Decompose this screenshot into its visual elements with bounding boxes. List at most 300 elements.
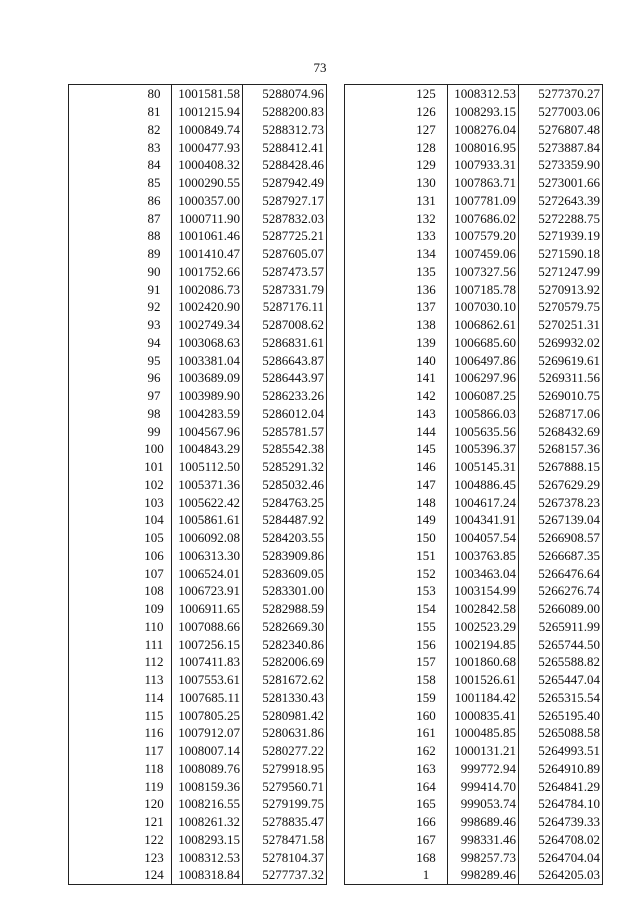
table-row (345, 706, 603, 724)
y-coordinate-cell: 5285291.32 (262, 459, 324, 475)
x-coordinate-cell: 1000835.41 (448, 706, 519, 724)
x-coordinate-cell: 1006524.01 (172, 564, 243, 582)
x-coordinate-cell: 998289.46 (448, 866, 519, 884)
point-number-cell: 1 (405, 866, 448, 884)
y-coordinate-cell: 5270579.75 (538, 299, 600, 315)
table-row (69, 316, 327, 334)
blank-cell (345, 156, 406, 174)
point-number-cell: 89 (137, 245, 172, 263)
y-coordinate-cell: 5281672.62 (262, 672, 324, 688)
point-number-cell: 97 (137, 387, 172, 405)
table-row (69, 547, 327, 565)
point-number-cell: 119 (137, 777, 172, 795)
y-coordinate-cell: 5266476.64 (538, 565, 600, 581)
blank-cell (69, 529, 138, 547)
y-coordinate-cell: 5270913.92 (538, 281, 600, 297)
y-coordinate-cell: 5287473.57 (262, 263, 324, 279)
table-row (69, 564, 327, 582)
blank-cell (69, 582, 138, 600)
x-coordinate-cell: 1006911.65 (172, 600, 243, 618)
table-row (345, 263, 603, 281)
y-coordinate-cell: 5284487.92 (262, 512, 324, 528)
blank-cell (345, 121, 406, 139)
table-row (69, 618, 327, 636)
blank-cell (69, 742, 138, 760)
table-row (345, 351, 603, 369)
y-coordinate-cell: 5278471.58 (262, 831, 324, 847)
table-row (345, 582, 603, 600)
blank-cell (69, 777, 138, 795)
point-number-cell: 148 (405, 493, 448, 511)
y-coordinate-cell: 5286643.87 (262, 352, 324, 368)
table-row (345, 547, 603, 565)
blank-cell (69, 547, 138, 565)
table-row (69, 280, 327, 298)
point-number-cell: 85 (137, 174, 172, 192)
point-number-cell: 132 (405, 209, 448, 227)
point-number-cell: 106 (137, 547, 172, 565)
y-coordinate-cell: 5287605.07 (262, 246, 324, 262)
point-number-cell: 80 (137, 85, 172, 103)
x-coordinate-cell: 1008216.55 (172, 795, 243, 813)
table-row (345, 174, 603, 192)
y-coordinate-cell: 5266908.57 (538, 530, 600, 546)
x-coordinate-cell: 1001526.61 (448, 671, 519, 689)
table-row (345, 85, 603, 103)
point-number-cell: 147 (405, 476, 448, 494)
point-number-cell: 153 (405, 582, 448, 600)
blank-cell (345, 227, 406, 245)
blank-cell (345, 422, 406, 440)
point-number-cell: 161 (405, 724, 448, 742)
point-number-cell: 83 (137, 138, 172, 156)
table-row (345, 600, 603, 618)
table-row (69, 476, 327, 494)
y-coordinate-cell: 5264784.10 (538, 796, 600, 812)
blank-cell (69, 831, 138, 849)
point-number-cell: 104 (137, 511, 172, 529)
point-number-cell: 150 (405, 529, 448, 547)
x-coordinate-cell: 1008293.15 (448, 103, 519, 121)
point-number-cell: 144 (405, 422, 448, 440)
blank-cell (345, 316, 406, 334)
table-row (69, 227, 327, 245)
point-number-cell: 142 (405, 387, 448, 405)
blank-cell (345, 263, 406, 281)
point-number-cell: 158 (405, 671, 448, 689)
blank-cell (345, 334, 406, 352)
table-row (69, 245, 327, 263)
blank-cell (69, 245, 138, 263)
point-number-cell: 91 (137, 280, 172, 298)
table-row (69, 635, 327, 653)
table-row (69, 511, 327, 529)
blank-cell (69, 209, 138, 227)
y-coordinate-cell: 5280631.86 (262, 725, 324, 741)
y-coordinate-cell: 5265447.04 (538, 672, 600, 688)
table-row (345, 209, 603, 227)
point-number-cell: 108 (137, 582, 172, 600)
x-coordinate-cell: 1005635.56 (448, 422, 519, 440)
blank-cell (345, 760, 406, 778)
point-number-cell: 160 (405, 706, 448, 724)
x-coordinate-cell: 1002086.73 (172, 280, 243, 298)
point-number-cell: 134 (405, 245, 448, 263)
y-coordinate-cell: 5286831.61 (262, 334, 324, 350)
blank-cell (345, 280, 406, 298)
blank-cell (69, 493, 138, 511)
blank-cell (345, 405, 406, 423)
table-row (69, 653, 327, 671)
x-coordinate-cell: 1005396.37 (448, 440, 519, 458)
blank-cell (345, 618, 406, 636)
y-coordinate-cell: 5287008.62 (262, 317, 324, 333)
table-row (69, 777, 327, 795)
x-coordinate-cell: 1006862.61 (448, 316, 519, 334)
x-coordinate-cell: 1000290.55 (172, 174, 243, 192)
x-coordinate-cell: 1003381.04 (172, 351, 243, 369)
y-coordinate-cell: 5270251.31 (538, 317, 600, 333)
y-coordinate-cell: 5266687.35 (538, 547, 600, 563)
x-coordinate-cell: 1008159.36 (172, 777, 243, 795)
y-coordinate-cell: 5278104.37 (262, 849, 324, 865)
blank-cell (345, 600, 406, 618)
x-coordinate-cell: 1001752.66 (172, 263, 243, 281)
y-coordinate-cell: 5265195.40 (538, 707, 600, 723)
y-coordinate-cell: 5266276.74 (538, 583, 600, 599)
y-coordinate-cell: 5268432.69 (538, 423, 600, 439)
table-row (69, 440, 327, 458)
blank-cell (69, 671, 138, 689)
y-coordinate-cell: 5265088.58 (538, 725, 600, 741)
y-coordinate-cell: 5284203.55 (262, 530, 324, 546)
x-coordinate-cell: 1007088.66 (172, 618, 243, 636)
x-coordinate-cell: 1002523.29 (448, 618, 519, 636)
table-row (69, 529, 327, 547)
x-coordinate-cell: 1007805.25 (172, 706, 243, 724)
blank-cell (69, 263, 138, 281)
x-coordinate-cell: 1006497.86 (448, 351, 519, 369)
point-number-cell: 155 (405, 618, 448, 636)
y-coordinate-cell: 5264739.33 (538, 814, 600, 830)
table-row (69, 795, 327, 813)
point-number-cell: 154 (405, 600, 448, 618)
point-number-cell: 118 (137, 760, 172, 778)
x-coordinate-cell: 1007459.06 (448, 245, 519, 263)
blank-cell (345, 298, 406, 316)
x-coordinate-cell: 1008312.53 (448, 85, 519, 103)
x-coordinate-cell: 1002842.58 (448, 600, 519, 618)
table-row (345, 440, 603, 458)
x-coordinate-cell: 1001410.47 (172, 245, 243, 263)
y-coordinate-cell: 5271247.99 (538, 263, 600, 279)
table-row (345, 316, 603, 334)
blank-cell (69, 85, 138, 103)
table-row (345, 813, 603, 831)
y-coordinate-cell: 5273359.90 (538, 157, 600, 173)
blank-cell (69, 458, 138, 476)
blank-cell (345, 866, 406, 884)
y-coordinate-cell: 5276807.48 (538, 121, 600, 137)
point-number-cell: 103 (137, 493, 172, 511)
point-number-cell: 129 (405, 156, 448, 174)
y-coordinate-cell: 5269619.61 (538, 352, 600, 368)
blank-cell (69, 511, 138, 529)
point-number-cell: 94 (137, 334, 172, 352)
y-coordinate-cell: 5278835.47 (262, 814, 324, 830)
table-row (345, 192, 603, 210)
blank-cell (69, 760, 138, 778)
point-number-cell: 167 (405, 831, 448, 849)
x-coordinate-cell: 999053.74 (448, 795, 519, 813)
blank-cell (345, 511, 406, 529)
blank-cell (345, 493, 406, 511)
point-number-cell: 102 (137, 476, 172, 494)
y-coordinate-cell: 5277737.32 (262, 867, 324, 883)
table-row (69, 156, 327, 174)
blank-cell (69, 103, 138, 121)
point-number-cell: 110 (137, 618, 172, 636)
point-number-cell: 145 (405, 440, 448, 458)
table-row (345, 156, 603, 174)
point-number-cell: 151 (405, 547, 448, 565)
x-coordinate-cell: 1007685.11 (172, 689, 243, 707)
table-row (345, 795, 603, 813)
table-row (345, 511, 603, 529)
x-coordinate-cell: 1006685.60 (448, 334, 519, 352)
point-number-cell: 165 (405, 795, 448, 813)
x-coordinate-cell: 1000711.90 (172, 209, 243, 227)
blank-cell (345, 369, 406, 387)
x-coordinate-cell: 1001061.46 (172, 227, 243, 245)
y-coordinate-cell: 5282669.30 (262, 618, 324, 634)
point-number-cell: 168 (405, 848, 448, 866)
table-row (69, 121, 327, 139)
table-row (345, 529, 603, 547)
table-row (345, 564, 603, 582)
blank-cell (345, 653, 406, 671)
point-number-cell: 87 (137, 209, 172, 227)
y-coordinate-cell: 5266089.00 (538, 601, 600, 617)
point-number-cell: 127 (405, 121, 448, 139)
x-coordinate-cell: 1003763.85 (448, 547, 519, 565)
x-coordinate-cell: 1007579.20 (448, 227, 519, 245)
x-coordinate-cell: 1005145.31 (448, 458, 519, 476)
x-coordinate-cell: 1008318.84 (172, 866, 243, 884)
x-coordinate-cell: 1001184.42 (448, 689, 519, 707)
table-row (69, 174, 327, 192)
blank-cell (345, 245, 406, 263)
blank-cell (345, 529, 406, 547)
blank-cell (345, 440, 406, 458)
y-coordinate-cell: 5288412.41 (262, 139, 324, 155)
table-row (345, 138, 603, 156)
x-coordinate-cell: 1006313.30 (172, 547, 243, 565)
x-coordinate-cell: 1005371.36 (172, 476, 243, 494)
point-number-cell: 82 (137, 121, 172, 139)
blank-cell (345, 547, 406, 565)
point-number-cell: 135 (405, 263, 448, 281)
y-coordinate-cell: 5288428.46 (262, 157, 324, 173)
x-coordinate-cell: 1007863.71 (448, 174, 519, 192)
y-coordinate-cell: 5269932.02 (538, 334, 600, 350)
y-coordinate-cell: 5267378.23 (538, 494, 600, 510)
table-row (69, 458, 327, 476)
y-coordinate-cell: 5279918.95 (262, 760, 324, 776)
x-coordinate-cell: 1005622.42 (172, 493, 243, 511)
blank-cell (345, 582, 406, 600)
blank-cell (69, 156, 138, 174)
y-coordinate-cell: 5277003.06 (538, 104, 600, 120)
blank-cell (69, 866, 138, 884)
y-coordinate-cell: 5265315.54 (538, 689, 600, 705)
y-coordinate-cell: 5267139.04 (538, 512, 600, 528)
x-coordinate-cell: 998257.73 (448, 848, 519, 866)
blank-cell (345, 706, 406, 724)
table-row (345, 280, 603, 298)
x-coordinate-cell: 1005861.61 (172, 511, 243, 529)
y-coordinate-cell: 5282006.69 (262, 654, 324, 670)
table-row (69, 405, 327, 423)
x-coordinate-cell: 1002749.34 (172, 316, 243, 334)
table-row (345, 121, 603, 139)
x-coordinate-cell: 1004341.91 (448, 511, 519, 529)
point-number-cell: 107 (137, 564, 172, 582)
y-coordinate-cell: 5268717.06 (538, 405, 600, 421)
table-row (69, 192, 327, 210)
x-coordinate-cell: 998689.46 (448, 813, 519, 831)
x-coordinate-cell: 1007327.56 (448, 263, 519, 281)
blank-cell (69, 192, 138, 210)
point-number-cell: 113 (137, 671, 172, 689)
x-coordinate-cell: 1002420.90 (172, 298, 243, 316)
y-coordinate-cell: 5265911.99 (538, 618, 600, 634)
x-coordinate-cell: 1002194.85 (448, 635, 519, 653)
blank-cell (69, 316, 138, 334)
y-coordinate-cell: 5285032.46 (262, 476, 324, 492)
blank-cell (69, 476, 138, 494)
x-coordinate-cell: 1006723.91 (172, 582, 243, 600)
point-number-cell: 111 (137, 635, 172, 653)
y-coordinate-cell: 5277370.27 (538, 86, 600, 102)
blank-cell (69, 440, 138, 458)
x-coordinate-cell: 1003689.09 (172, 369, 243, 387)
y-coordinate-cell: 5271939.19 (538, 228, 600, 244)
point-number-cell: 140 (405, 351, 448, 369)
x-coordinate-cell: 1005112.50 (172, 458, 243, 476)
table-row (69, 866, 327, 884)
point-number-cell: 143 (405, 405, 448, 423)
table-row (69, 724, 327, 742)
table-row (69, 209, 327, 227)
y-coordinate-cell: 5288200.83 (262, 104, 324, 120)
point-number-cell: 116 (137, 724, 172, 742)
table-row (69, 831, 327, 849)
blank-cell (69, 635, 138, 653)
x-coordinate-cell: 1003154.99 (448, 582, 519, 600)
x-coordinate-cell: 1000357.00 (172, 192, 243, 210)
table-row (345, 476, 603, 494)
blank-cell (69, 422, 138, 440)
blank-cell (69, 405, 138, 423)
table-row (345, 458, 603, 476)
blank-cell (345, 742, 406, 760)
y-coordinate-cell: 5287942.49 (262, 175, 324, 191)
point-number-cell: 120 (137, 795, 172, 813)
point-number-cell: 138 (405, 316, 448, 334)
blank-cell (345, 848, 406, 866)
x-coordinate-cell: 1001860.68 (448, 653, 519, 671)
point-number-cell: 162 (405, 742, 448, 760)
blank-cell (345, 85, 406, 103)
y-coordinate-cell: 5287927.17 (262, 192, 324, 208)
point-number-cell: 121 (137, 813, 172, 831)
table-row (345, 689, 603, 707)
point-number-cell: 114 (137, 689, 172, 707)
point-number-cell: 130 (405, 174, 448, 192)
y-coordinate-cell: 5279560.71 (262, 778, 324, 794)
y-coordinate-cell: 5280981.42 (262, 707, 324, 723)
blank-cell (345, 795, 406, 813)
point-number-cell: 159 (405, 689, 448, 707)
x-coordinate-cell: 1008276.04 (448, 121, 519, 139)
point-number-cell: 141 (405, 369, 448, 387)
point-number-cell: 133 (405, 227, 448, 245)
y-coordinate-cell: 5273001.66 (538, 175, 600, 191)
table-row (345, 653, 603, 671)
x-coordinate-cell: 1005866.03 (448, 405, 519, 423)
point-number-cell: 156 (405, 635, 448, 653)
blank-cell (69, 813, 138, 831)
x-coordinate-cell: 1007256.15 (172, 635, 243, 653)
table-row (345, 387, 603, 405)
table-row (69, 334, 327, 352)
x-coordinate-cell: 1004567.96 (172, 422, 243, 440)
table-row (345, 245, 603, 263)
y-coordinate-cell: 5264910.89 (538, 760, 600, 776)
x-coordinate-cell: 998331.46 (448, 831, 519, 849)
table-row (69, 706, 327, 724)
y-coordinate-cell: 5268157.36 (538, 441, 600, 457)
point-number-cell: 93 (137, 316, 172, 334)
x-coordinate-cell: 1007912.07 (172, 724, 243, 742)
table-row (69, 493, 327, 511)
y-coordinate-cell: 5279199.75 (262, 796, 324, 812)
x-coordinate-cell: 1006087.25 (448, 387, 519, 405)
blank-cell (69, 600, 138, 618)
table-row (345, 724, 603, 742)
y-coordinate-cell: 5273887.84 (538, 139, 600, 155)
point-number-cell: 124 (137, 866, 172, 884)
table-row (69, 351, 327, 369)
y-coordinate-cell: 5285542.38 (262, 441, 324, 457)
y-coordinate-cell: 5283909.86 (262, 547, 324, 563)
blank-cell (69, 706, 138, 724)
blank-cell (345, 138, 406, 156)
point-number-cell: 112 (137, 653, 172, 671)
point-number-cell: 152 (405, 564, 448, 582)
table-row (69, 742, 327, 760)
table-row (345, 848, 603, 866)
point-number-cell: 92 (137, 298, 172, 316)
blank-cell (69, 795, 138, 813)
x-coordinate-cell: 1008261.32 (172, 813, 243, 831)
blank-cell (345, 564, 406, 582)
blank-cell (345, 387, 406, 405)
blank-cell (345, 831, 406, 849)
y-coordinate-cell: 5287725.21 (262, 228, 324, 244)
point-number-cell: 139 (405, 334, 448, 352)
